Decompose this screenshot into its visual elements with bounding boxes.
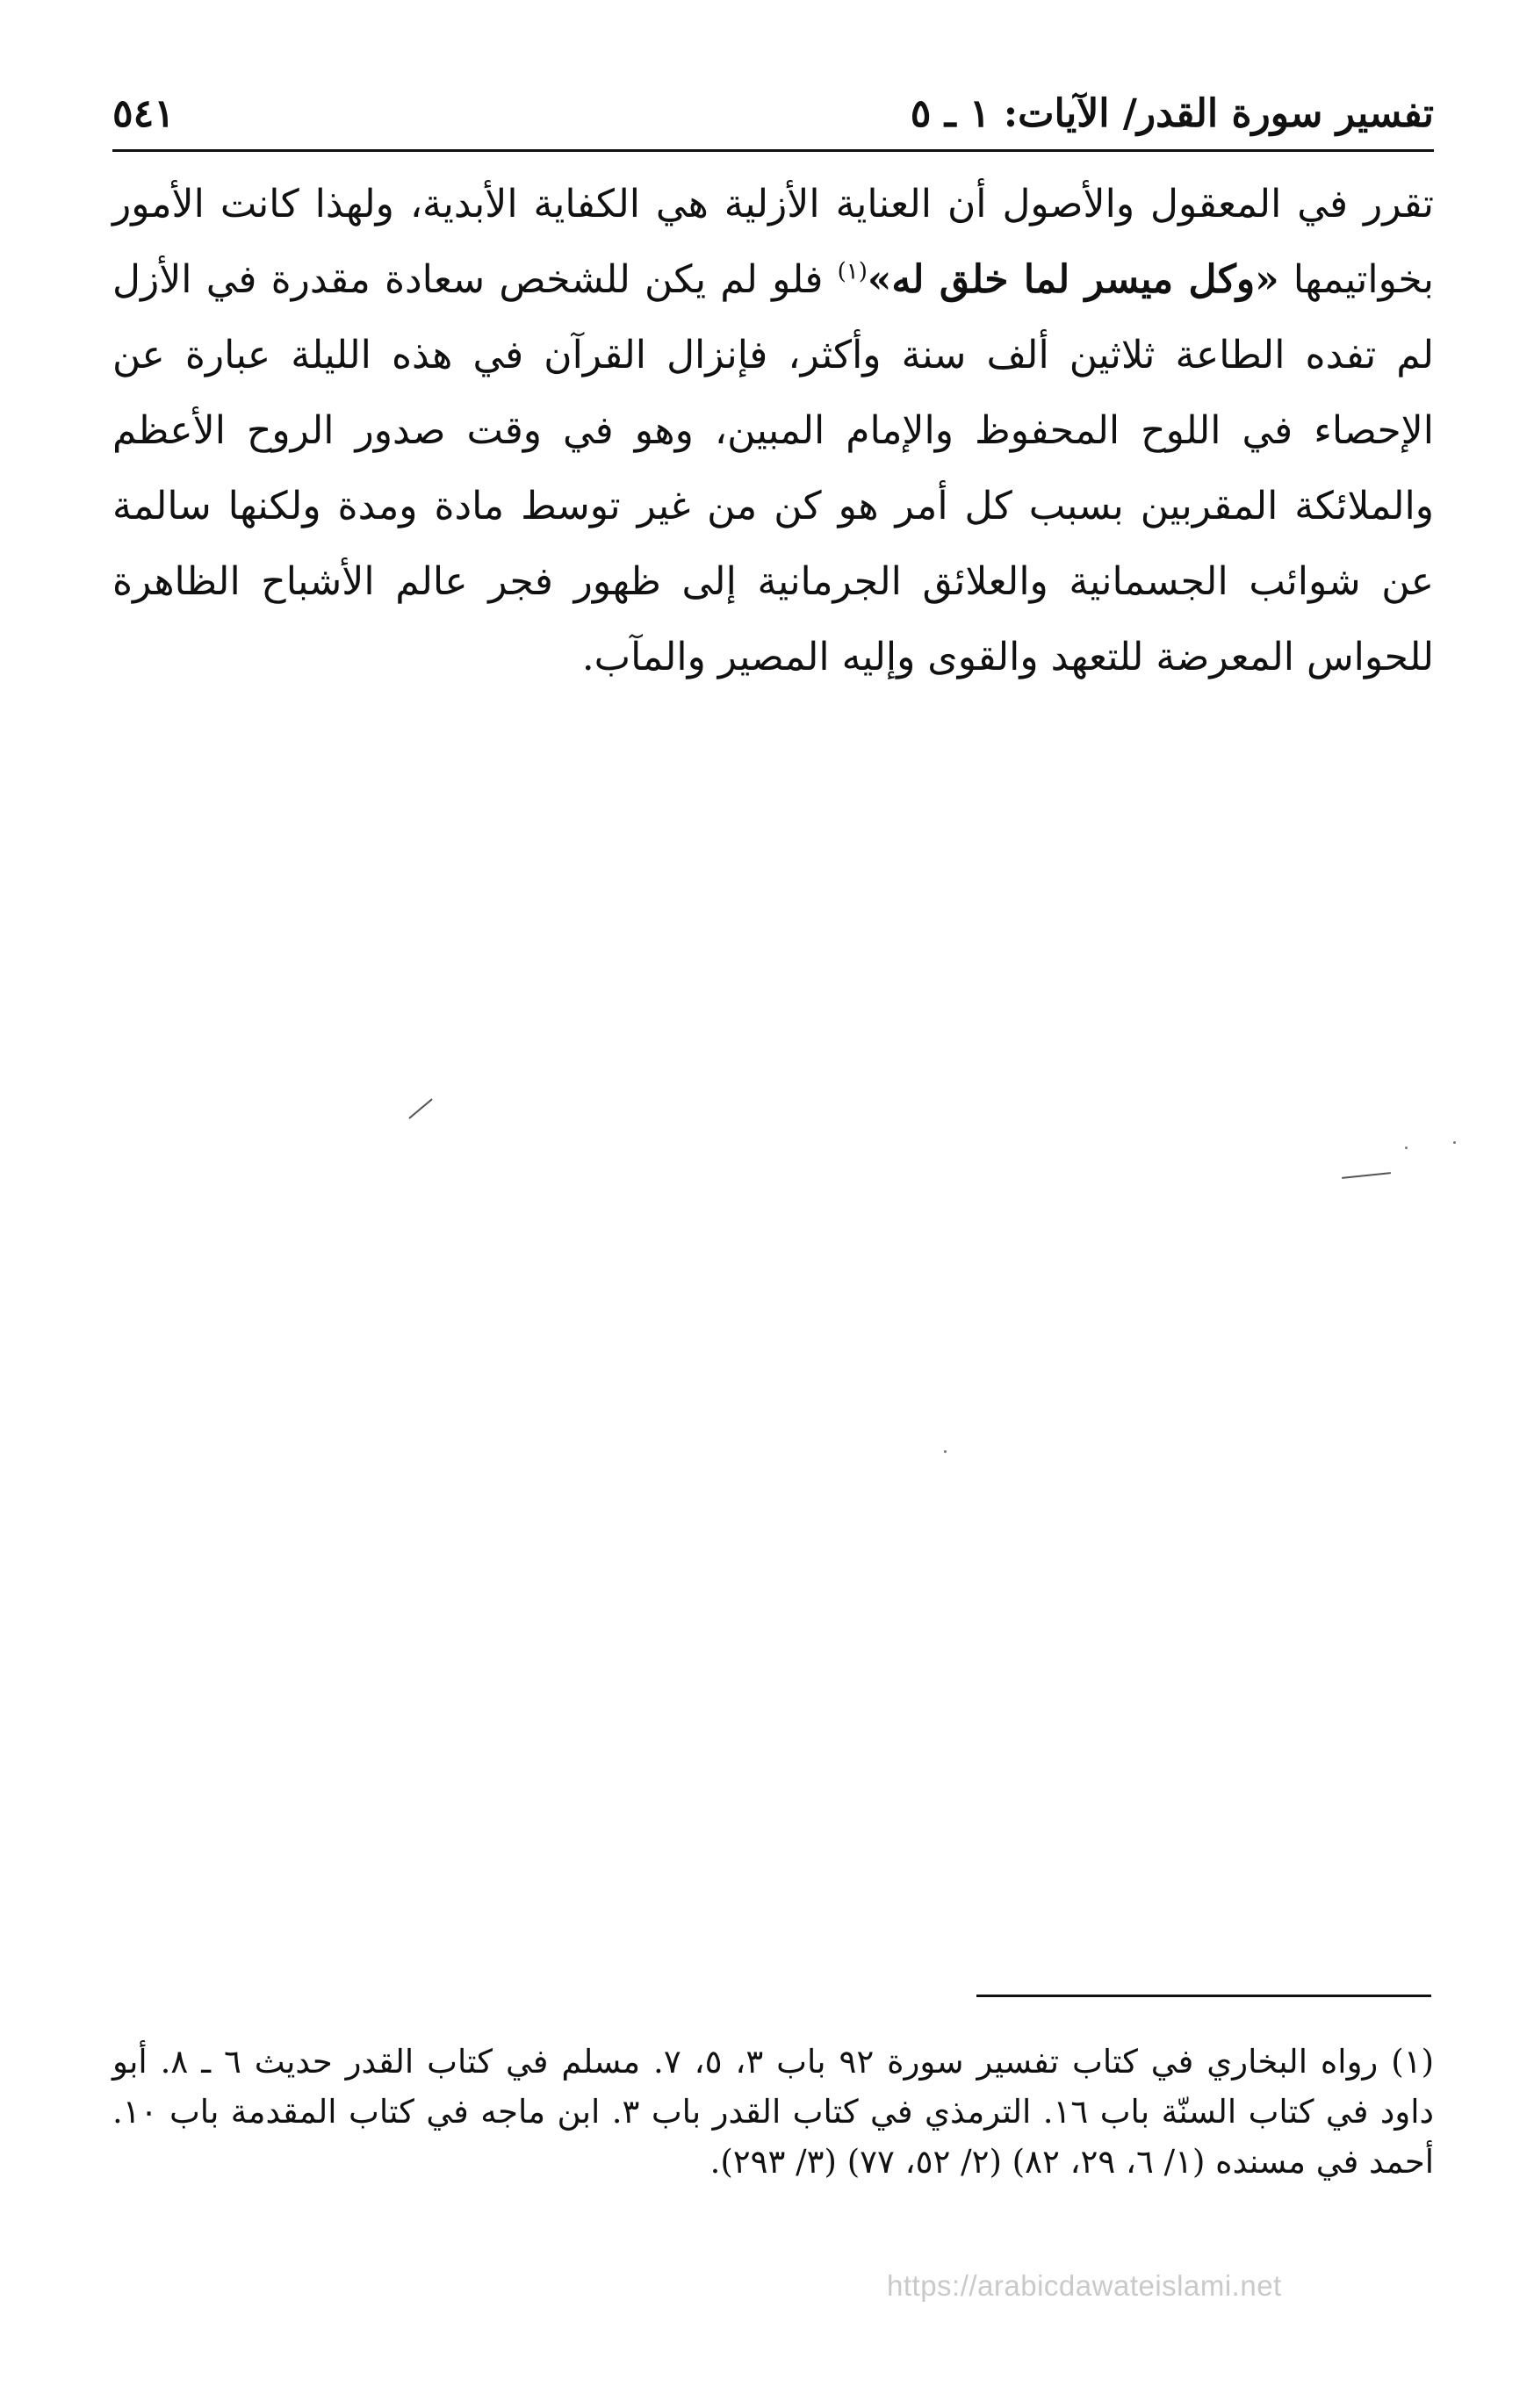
stray-pen-mark [1342,1172,1391,1179]
page-number: ٥٤١ [112,91,175,136]
speck [944,1450,947,1453]
header-title: تفسير سورة القدر/ الآيات: ١ ـ ٥ [910,91,1434,136]
speck [1453,1141,1456,1144]
main-text-part-1: تقرر في المعقول والأصول أن العناية الأزلية هي الكفاية الأبدية، ولهذا كانت الأمور بخواتيمها [112,182,1435,302]
main-text [112,167,1434,695]
hadith-quote: «وكل ميسر لما خلق له» [867,257,1279,302]
speck [1405,1146,1408,1149]
main-text-part-2: فلو لم يكن للشخص سعادة مقدرة في الأزل لم تفده الطاعة ثلاثين ألف سنة وأكثر، فإنزال القرآن في هذه الليلة عبارة عن الإحصاء في اللوح المحفوظ والإمام المبين، وهو في وقت صدور الروح الأعظم والملائكة المقربين بسبب كل أمر هو كن من غير توسط مادة ومدة ولكنها سالمة عن شوائب الجسمانية والعلائق الجرمانية إلى ظهور فجر عالم الأشباح الظاهرة للحواس المعرضة للتعهد والقوى وإليه المصير والمآب. [112,257,1434,679]
running-header [112,88,1434,152]
stray-pen-mark [408,1098,432,1118]
footnote: (١) رواه البخاري في كتاب تفسير سورة ٩٢ باب ٣، ٥، ٧. مسلم في كتاب القدر حديث ٦ ـ ٨. أبو داود في كتاب السنّة باب ١٦. الترمذي في كتاب القدر باب ٣. ابن ماجه في كتاب المقدمة باب ١٠. أحمد في مسنده (١/ ٦، ٢٩، ٨٢) (٢/ ٥٢، ٧٧) (٣/ ٢٩٣). [112,2043,1434,2181]
watermark-url: https://arabicdawateislami.net [887,2269,1282,2302]
footnote-reference: (١) [837,258,868,285]
footnote-separator [976,1995,1431,1997]
